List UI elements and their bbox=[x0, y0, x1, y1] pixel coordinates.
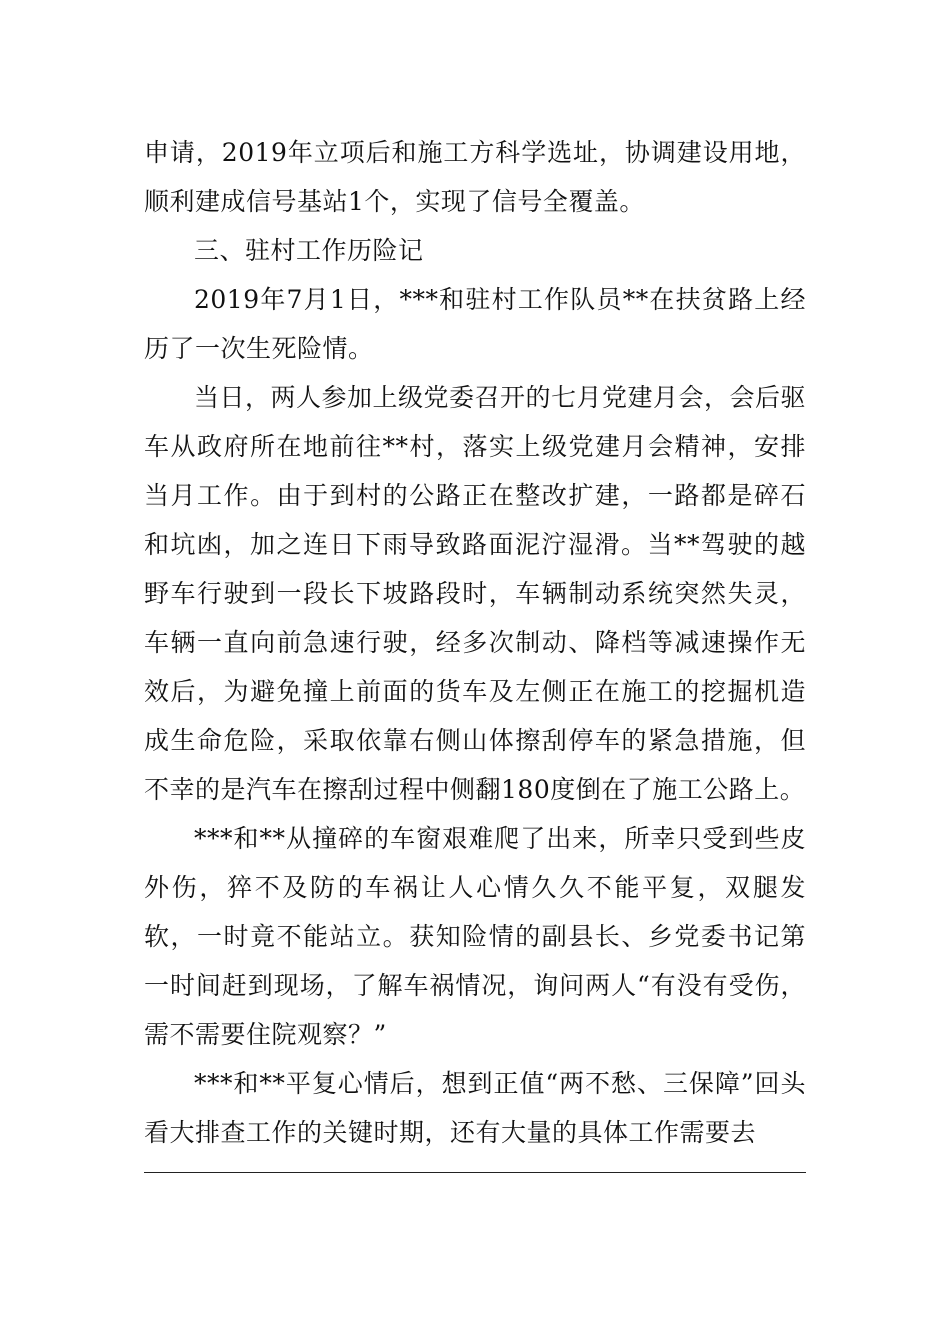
paragraph-date-intro: 2019年7月1日，***和驻村工作队员**在扶贫路上经历了一次生死险情。 bbox=[144, 285, 806, 363]
paragraph-accident-account: 当日，两人参加上级党委召开的七月党建月会，会后驱车从政府所在地前往**村，落实上级党建月会精神，安排当月工作。由于到村的公路正在整改扩建，一路都是碎石和坑凼，加之连日下雨导致路面泥泞湿滑。当**驾驶的越野车行驶到一段长下坡路段时，车辆制动系统突然失灵，车辆一直向前急速行驶，经多次制动、降档等减速操作无效后，为避免撞上前面的货车及左侧正在施工的挖掘机造成生命危险，采取依靠右侧山体擦刮停车的紧急措施，但不幸的是汽车在擦刮过程中侧翻180度倒在了施工公路上。 bbox=[144, 383, 807, 804]
paragraph-aftermath: ***和**从撞碎的车窗艰难爬了出来，所幸只受到些皮外伤，猝不及防的车祸让人心情久久不能平复，双腿发软，一时竟不能站立。获知险情的副县长、乡党委书记第一时间赶到现场，了解车祸情况，询问两人“有没有受伤，需不需要住院观察？” bbox=[144, 824, 806, 1049]
footer-divider bbox=[144, 1172, 806, 1173]
document-body bbox=[144, 128, 806, 1157]
paragraph-continuation: 申请，2019年立项后和施工方科学选址，协调建设用地，顺利建成信号基站1个，实现了信号全覆盖。 bbox=[144, 138, 806, 216]
section-heading: 三、驻村工作历险记 bbox=[194, 236, 424, 265]
paragraph-resumption: ***和**平复心情后，想到正值“两不愁、三保障”回头看大排查工作的关键时期，还有大量的具体工作需要去 bbox=[144, 1069, 806, 1147]
